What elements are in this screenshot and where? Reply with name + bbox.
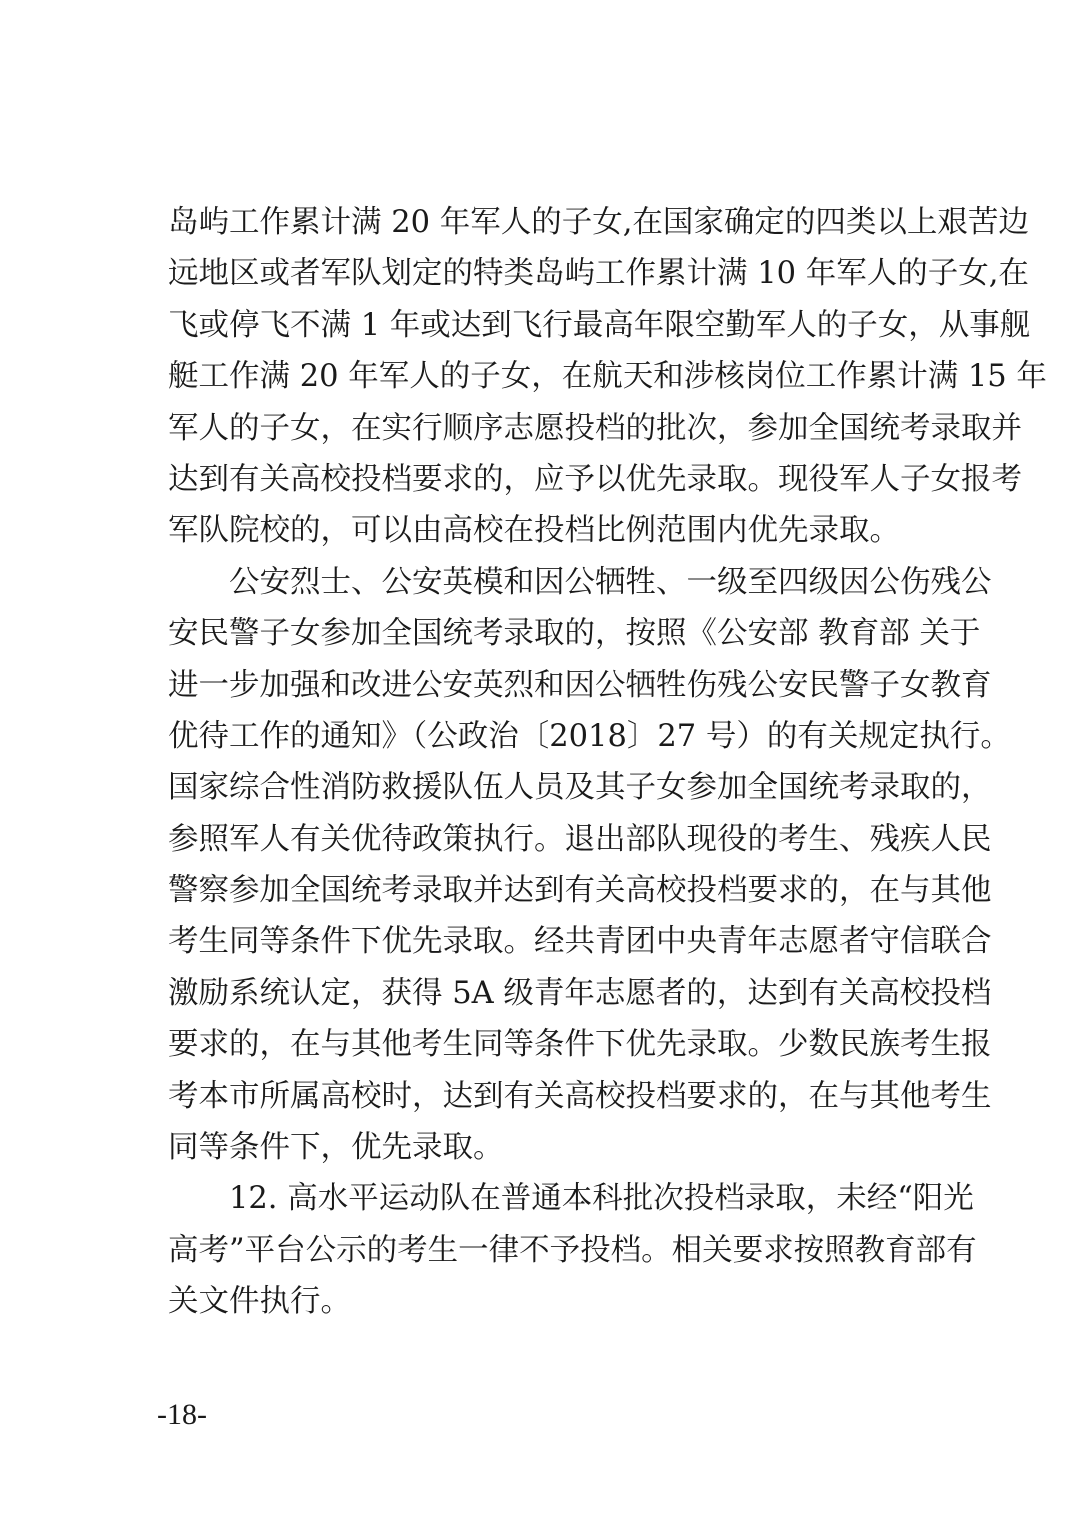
text-line: 公安烈士、公安英模和因公牺牲、一级至四级因公伤残公 <box>229 564 992 600</box>
text-line: 远地区或者军队划定的特类岛屿工作累计满 10 年军人的子女,在 <box>168 256 1029 292</box>
text-line: 达到有关高校投档要求的，应予以优先录取。现役军人子女报考 <box>168 461 1022 497</box>
text-line: 激励系统认定，获得 5A 级青年志愿者的，达到有关高校投档 <box>168 975 992 1011</box>
text-line: 艇工作满 20 年军人的子女，在航天和涉核岗位工作累计满 15 年 <box>168 359 1047 395</box>
text-line: 军队院校的，可以由高校在投档比例范围内优先录取。 <box>168 513 900 549</box>
text-line: 警察参加全国统考录取并达到有关高校投档要求的，在与其他 <box>168 873 992 909</box>
text-line: 要求的，在与其他考生同等条件下优先录取。少数民族考生报 <box>168 1027 992 1063</box>
text-line: 参照军人有关优待政策执行。退出部队现役的考生、残疾人民 <box>168 821 992 857</box>
page-number: -18- <box>157 1398 207 1431</box>
text-line: 关文件执行。 <box>168 1284 351 1320</box>
text-line: 考生同等条件下优先录取。经共青团中央青年志愿者守信联合 <box>168 924 992 960</box>
text-line: 考本市所属高校时，达到有关高校投档要求的，在与其他考生 <box>168 1078 992 1114</box>
text-line: 同等条件下，优先录取。 <box>168 1130 504 1166</box>
text-line: 优待工作的通知》（公政治〔2018〕27 号）的有关规定执行。 <box>168 718 1011 754</box>
text-line: 国家综合性消防救援队伍人员及其子女参加全国统考录取的， <box>168 770 992 806</box>
text-line: 岛屿工作累计满 20 年军人的子女,在国家确定的四类以上艰苦边 <box>168 205 1029 240</box>
text-line: 进一步加强和改进公安英烈和因公牺牲伤残公安民警子女教育 <box>168 667 992 703</box>
body-text <box>168 197 1047 1328</box>
text-line: 高考”平台公示的考生一律不予投档。相关要求按照教育部有 <box>168 1232 977 1268</box>
text-line: 安民警子女参加全国统考录取的，按照《公安部 教育部 关于 <box>168 616 981 652</box>
text-line: 飞或停飞不满 1 年或达到飞行最高年限空勤军人的子女，从事舰 <box>168 307 1031 343</box>
text-line: 军人的子女，在实行顺序志愿投档的批次，参加全国统考录取并 <box>168 410 1022 446</box>
text-line: 12. 高水平运动队在普通本科批次投档录取，未经“阳光 <box>229 1181 974 1217</box>
